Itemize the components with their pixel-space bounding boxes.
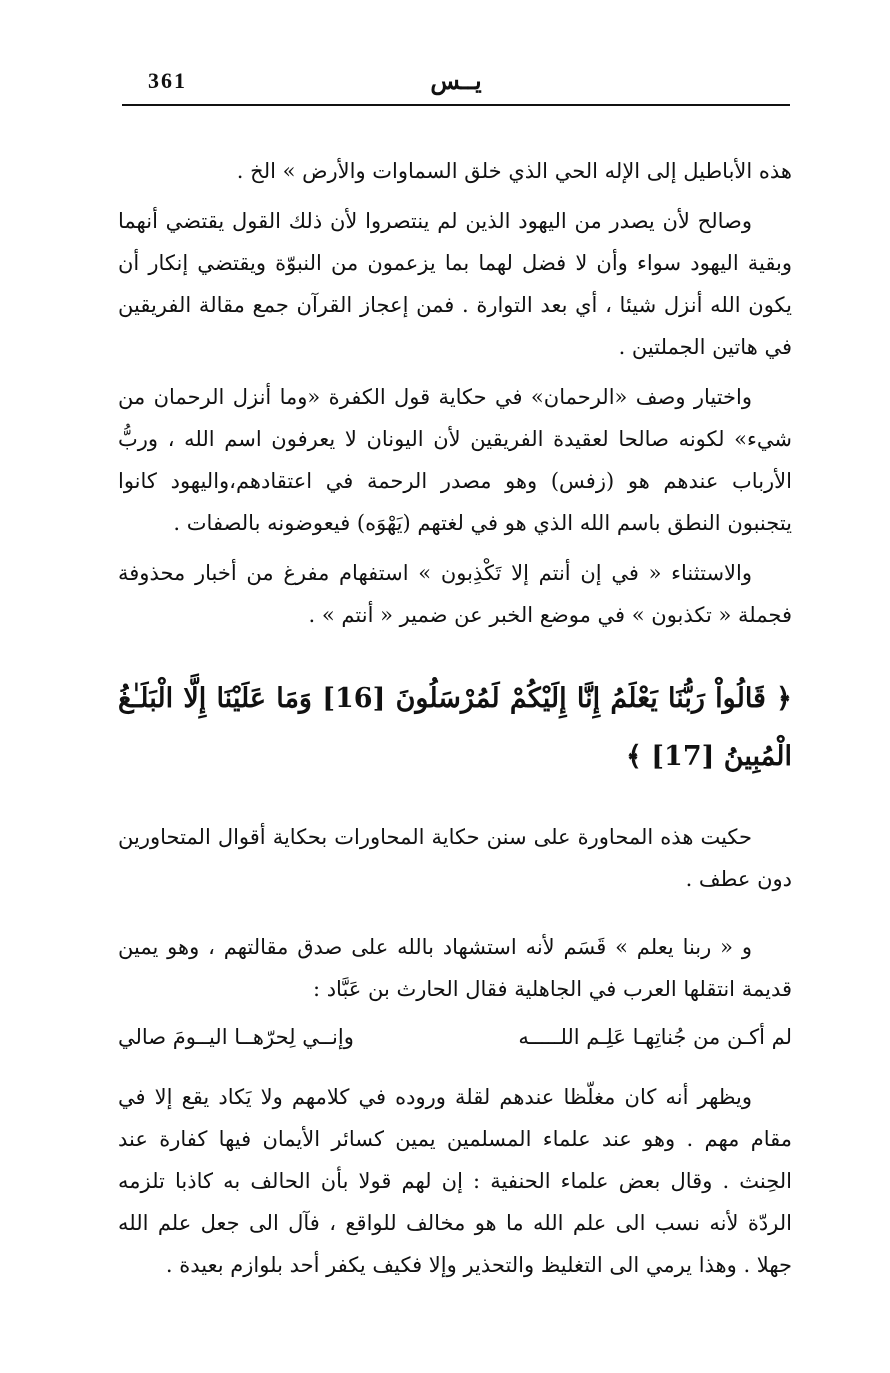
running-title: يــس	[430, 66, 482, 95]
body-text	[118, 150, 792, 1286]
paragraph-7: ويظهر أنه كان مغلّظا عندهم لقلة وروده في كلامهم ولا يَكاد يقع إلا في مقام مهم . وهو عند علماء المسلمين يمين كسائر الأيمان فيها كفارة عند الحِنث . وقال بعض علماء الحنفية : إن لهم قولا بأن الحالف به كاذبا تلزمه الردّة لأنه نسب الى علم الله ما هو مخالف للواقع ، فآل الى جعل علم الله جهلا . وهذا يرمي الى التغليظ والتحذير وإلا فكيف يكفر أحد بلوازم بعيدة .	[118, 1085, 792, 1277]
paragraph-6: و « ربنا يعلم » قَسَم لأنه استشهاد بالله على صدق مقالتهم ، وهو يمين قديمة انتقلها العرب في الجاهلية فقال الحارث بن عَبَّاد :	[118, 935, 792, 1001]
poem-first-hemistich: لم أكـن من جُناتِهـا عَلِـم اللـــــه	[518, 1025, 792, 1049]
paragraph-5: حكيت هذه المحاورة على سنن حكاية المحاورات بحكاية أقوال المتحاورين دون عطف .	[118, 825, 792, 891]
page-number: 361	[148, 68, 187, 93]
paragraph-4: والاستثناء « في إن أنتم إلا تَكْذِبون » استفهام مفرغ من أخبار محذوفة فجملة « تكذبون » في موضع الخبر عن ضمير « أنتم » .	[118, 561, 792, 627]
paragraph-1: هذه الأباطيل إلى الإله الحي الذي خلق السماوات والأرض » الخ .	[236, 159, 792, 183]
paragraph-2: وصالح لأن يصدر من اليهود الذين لم ينتصروا لأن ذلك القول يقتضي أنهما وبقية اليهود سواء وأن لا فضل لهما بما يزعمون من النبوّة ويقتضي إنكار أن يكون الله أنزل شيئا ، أي بعد التوارة . فمن إعجاز القرآن جمع مقالة الفريقين في هاتين الجملتين .	[118, 209, 792, 359]
header-rule	[122, 104, 790, 106]
poem-line	[118, 1016, 792, 1058]
page-header	[122, 58, 790, 106]
paragraph-3: واختيار وصف «الرحمان» في حكاية قول الكفرة «وما أنزل الرحمان من شيء» لكونه صالحا لعقيدة الفريقين لأن اليونان لا يعرفون اسم الله ، وربُّ الأرباب عندهم هو (زفس) وهو مصدر الرحمة في اعتقادهم،واليهود كانوا يتجنبون النطق باسم الله الذي هو في لغتهم (يَهْوَه) فيعوضونه بالصفات .	[118, 385, 792, 535]
quran-verse: ﴿ قَالُواْ رَبُّنَا يَعْلَمُ إِنَّا إِلَيْكُمْ لَمُرْسَلُونَ [16] وَمَا عَلَيْنَا إِلَّا الْبَلَـٰغُ الْمُبِينُ [17] ﴾	[118, 683, 792, 772]
poem-second-hemistich: وإنــي لِحرّهــا اليــومَ صالي	[118, 1025, 354, 1049]
